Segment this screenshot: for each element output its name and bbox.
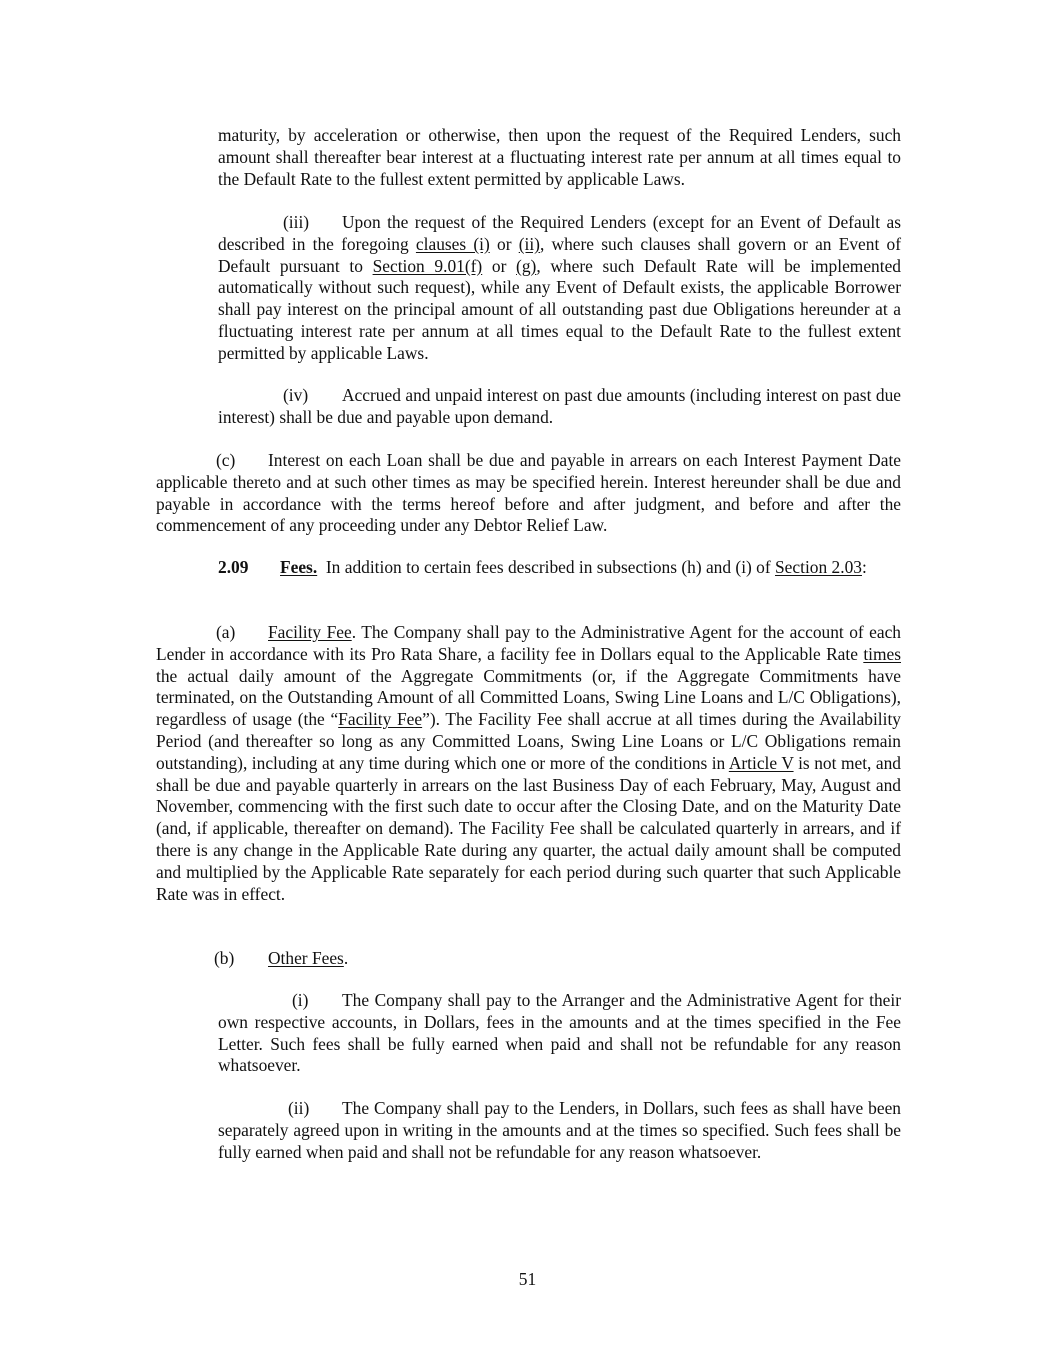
clause-marker-iii: (iii) [283,212,310,232]
clauses-i-link[interactable]: clauses (i) [415,233,490,254]
paragraph-c-interest-payment: (c) Interest on each Loan shall be due and payable in arrears on each Interest Payment Date applicable thereto and at such other times as may be specified herein. Interest hereunder shall be due and payable in accordance with the terms hereof before and after judgment, and before and after the commencement of any proceeding under any Debtor Relief Law. [156,450,901,536]
times-term: times [863,643,901,664]
paragraph-iv-accrued-interest: (iv) Accrued and unpaid interest on past due amounts (including interest on past due interest) shall be due and payable upon demand. [218,385,901,427]
other-fees-heading: Other Fees [268,948,344,968]
section-title: Fees. [280,557,318,577]
paragraph-b-i-arranger-fees: (i) The Company shall pay to the Arranger and the Administrative Agent for their own respective accounts, in Dollars, fees in the amounts and at the times specified in the Fee Letter. Such fees shall be fully earned when paid and shall not be refundable for any reason whatsoever. [218,990,901,1076]
paragraph-b-other-fees: (b) Other Fees. [214,948,349,968]
clause-marker-b-ii: (ii) [288,1098,310,1118]
clause-marker-iv: (iv) [283,385,309,405]
article-v-link[interactable]: Article V [728,752,794,773]
paragraph-b-ii-lender-fees: (ii) The Company shall pay to the Lenders, in Dollars, such fees as shall have been separately agreed upon in writing in the amounts and at the times so specified. Such fees shall be fully earned when paid and shall not be refundable for any reason whatsoever. [218,1098,901,1162]
clause-marker-b-i: (i) [292,990,309,1010]
section-2-03-link[interactable]: Section 2.03 [775,557,862,577]
facility-fee-defined-term: Facility Fee [338,709,423,730]
clause-marker-c: (c) [216,450,236,470]
clause-marker-a: (a) [216,622,236,642]
paragraph-default-rate-continuation: maturity, by acceleration or otherwise, then upon the request of the Required Lenders, such amount shall thereafter bear interest at a fluctuating interest rate per annum at all times equal to the Default Rate to the fullest extent permitted by applicable Laws. [218,125,901,189]
clause-g-link[interactable]: (g) [516,255,537,276]
section-number: 2.09 [218,557,249,577]
facility-fee-heading: Facility Fee [268,622,352,642]
section-2-09-heading: 2.09 Fees. In addition to certain fees described in subsections (h) and (i) of Section 2.03: [218,557,867,577]
clause-ii-link[interactable]: (ii) [518,233,540,254]
section-9-01-f-link[interactable]: Section 9.01(f) [372,255,483,276]
paragraph-a-facility-fee: (a) Facility Fee. The Company shall pay to the Administrative Agent for the account of each Lender in accordance with its Pro Rata Share, a facility fee in Dollars equal to the Applicable Rate times the actual daily amount of the Aggregate Commitments (or, if the Aggregate Commitments have terminated, on the Outstanding Amount of all Committed Loans, Swing Line Loans and L/C Obligations), regardless of usage (the “Facility Fee”). The Facility Fee shall accrue at all times during the Availability Period (and thereafter so long as any Committed Loans, Swing Line Loans or L/C Obligations remain outstanding), including at any time during which one or more of the conditions in Article V is not met, and shall be due and payable quarterly in arrears on the last Business Day of each February, May, August and November, commencing with the first such date to occur after the Closing Date, and on the Maturity Date (and, if applicable, thereafter on demand). The Facility Fee shall be calculated quarterly in arrears, and if there is any change in the Applicable Rate during any quarter, the actual daily amount shall be computed and multiplied by the Applicable Rate separately for each period during such quarter that such Applicable Rate was in effect. [156,622,902,904]
paragraph-iii-default-interest: (iii) Upon the request of the Required Lenders (except for an Event of Default as described in the foregoing clauses (i) or (ii), where such clauses shall govern or an Event of Default pursuant to Section 9.01(f) or (g), where such Default Rate will be implemented automatically without such request), while any Event of Default exists, the applicable Borrower shall pay interest on the principal amount of all outstanding past due Obligations hereunder at a fluctuating interest rate per annum at all times equal to the Default Rate to the fullest extent permitted by applicable Laws. [218,212,901,363]
clause-marker-b: (b) [214,948,235,968]
page-number: 51 [518,1269,537,1289]
